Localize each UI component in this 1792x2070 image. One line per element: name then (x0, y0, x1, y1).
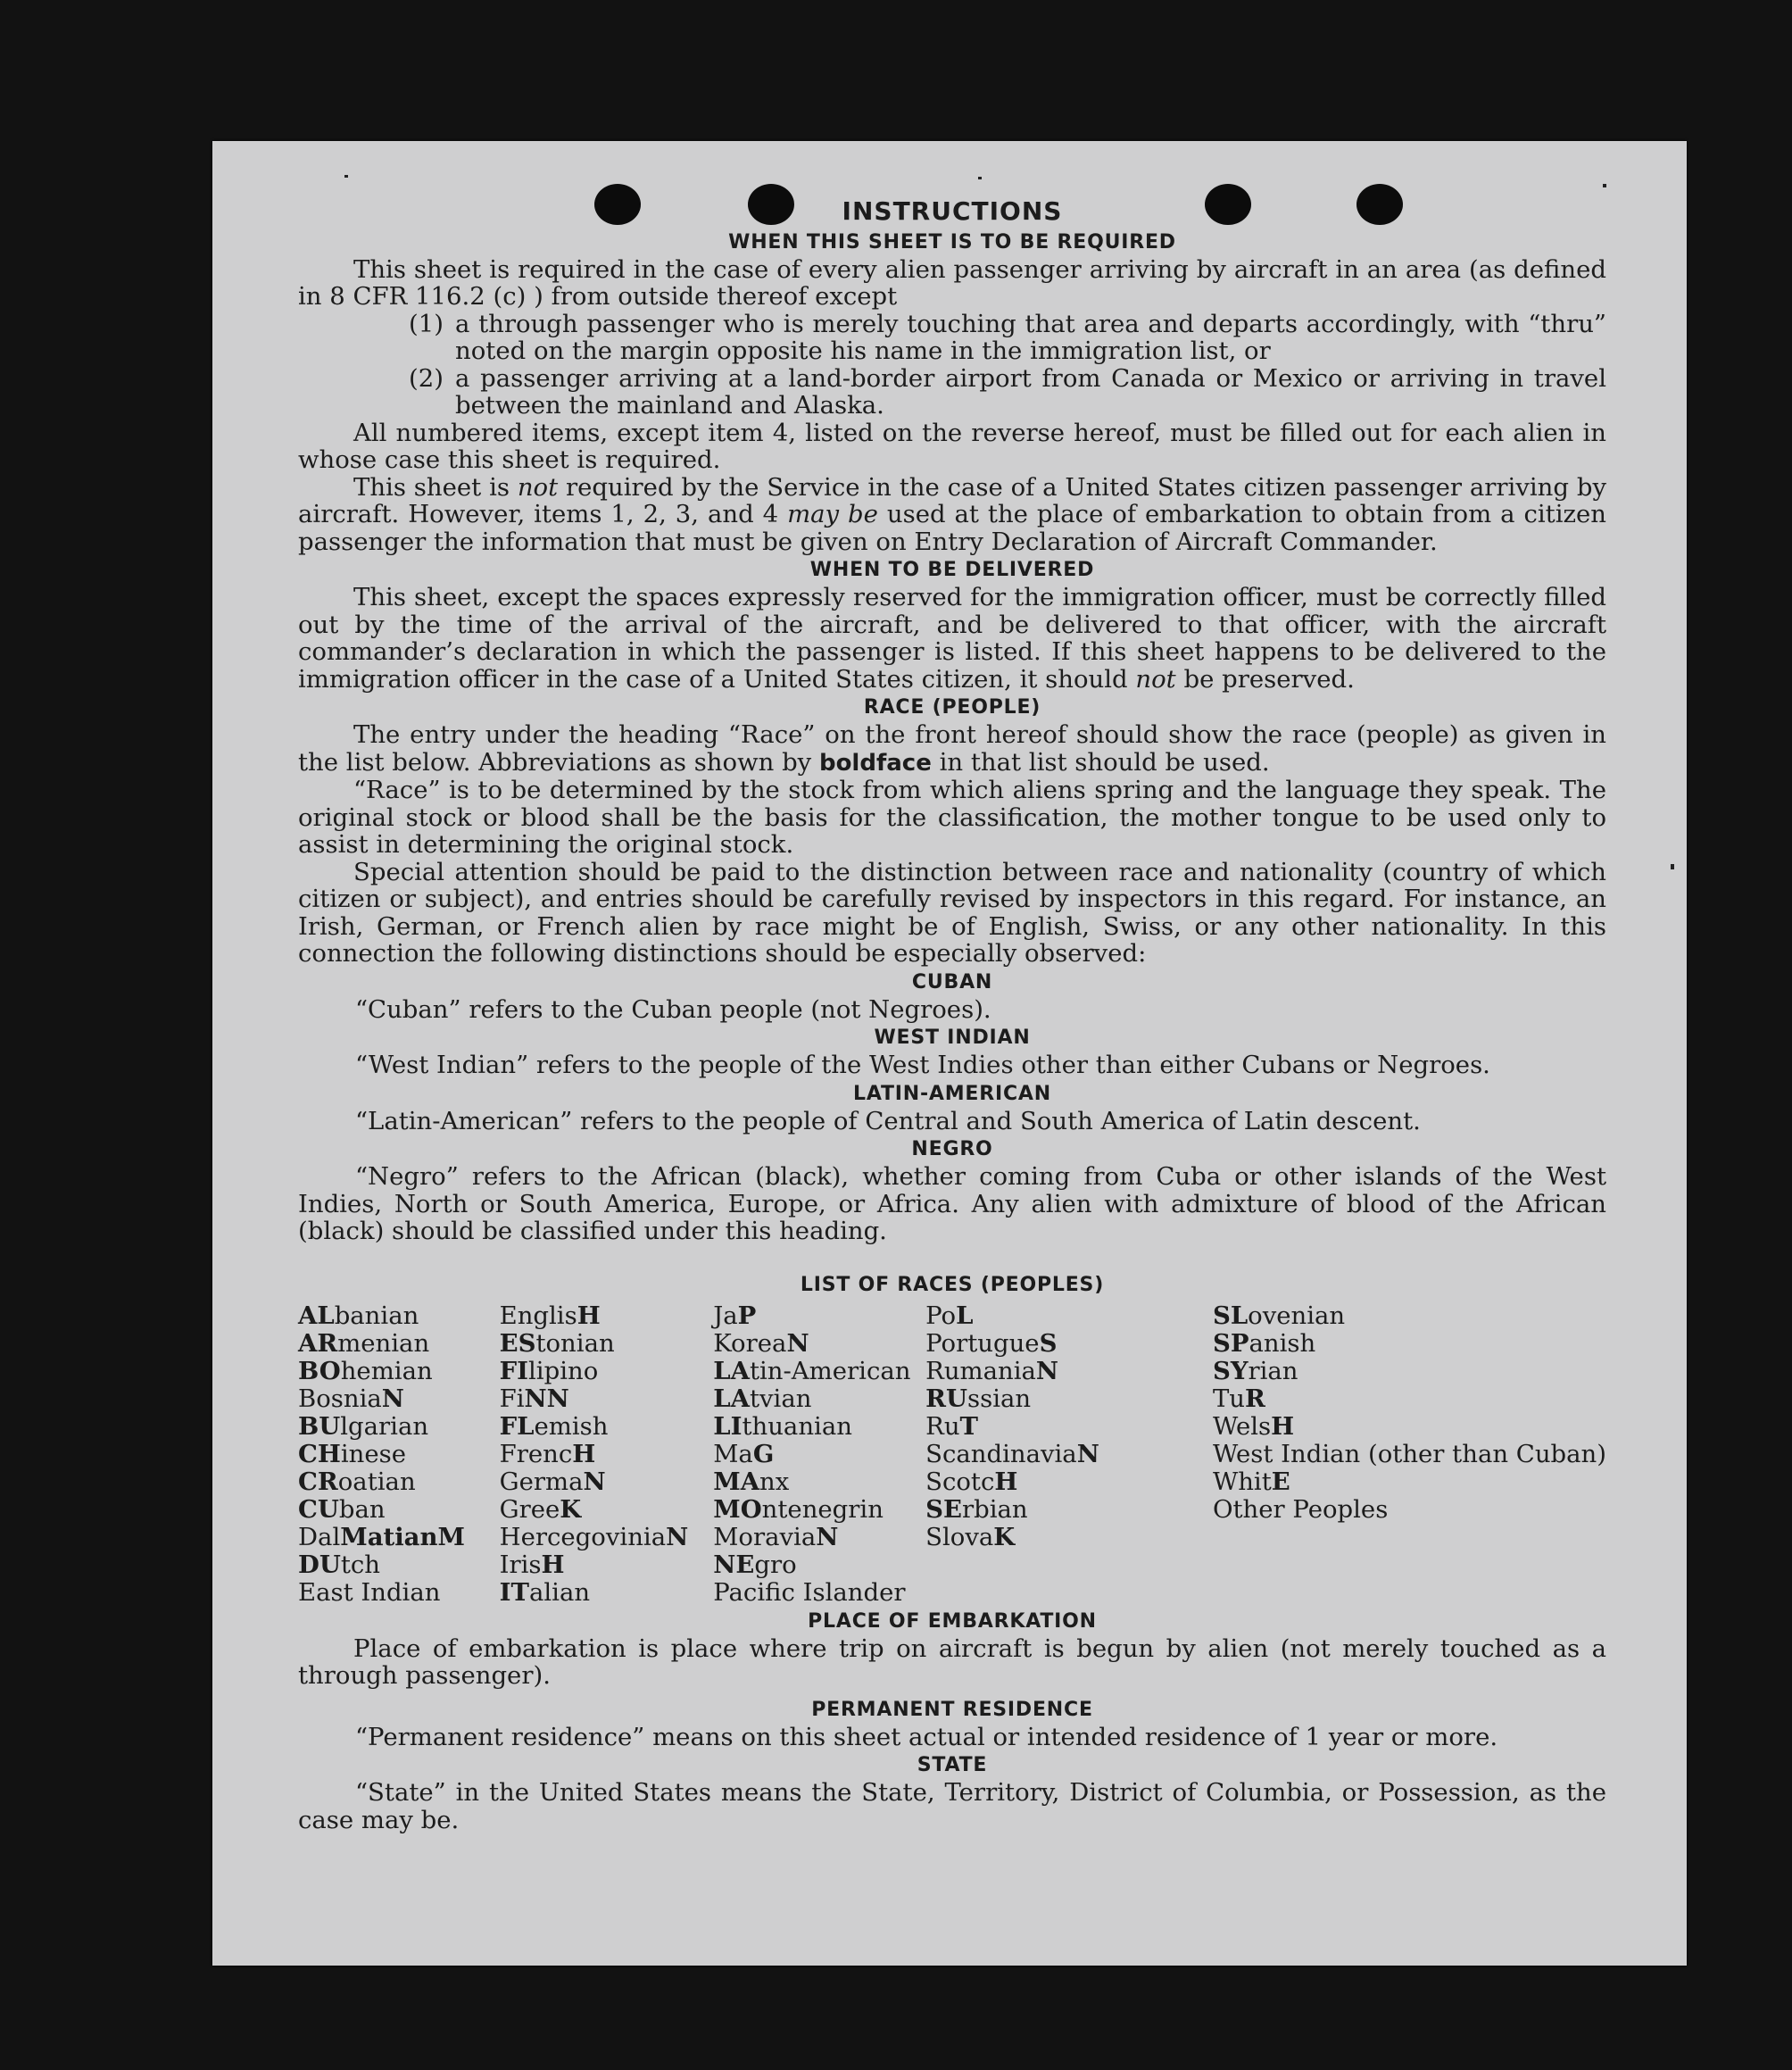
section-heading-embarkation: PLACE OF EMBARKATION (808, 1609, 1097, 1633)
race-entry (500, 1579, 714, 1607)
race-abbreviation: NN (524, 1384, 569, 1413)
text-run: The entry under the heading “Race” on the front hereof should show the race (people) as given in the list below. Abbreviations as shown by (298, 720, 1606, 777)
race-abbreviation: P (737, 1301, 757, 1330)
race-name-text: lgarian (340, 1411, 429, 1441)
race-abbreviation: T (959, 1411, 979, 1441)
race-abbreviation: N (816, 1522, 839, 1551)
section-heading-state: STATE (917, 1754, 988, 1776)
race-name-text: Ja (713, 1301, 738, 1330)
race-abbreviation: H (541, 1550, 565, 1579)
race-abbreviation: K (993, 1522, 1016, 1551)
race-paragraph-2: “Race” is to be determined by the stock from which aliens spring and the language they speak. The original stock or blood shall be the basis for the classification, the mother tongue to be used only to assist in determining the original stock. (298, 776, 1606, 859)
race-name-text: menian (337, 1328, 430, 1358)
race-abbreviation: R (1245, 1384, 1265, 1413)
race-abbreviation: FL (499, 1411, 535, 1441)
exception-item-2-number: (2) (409, 363, 444, 393)
section-heading-delivered: WHEN TO BE DELIVERED (809, 559, 1095, 581)
race-entry (298, 1524, 500, 1551)
cuban-definition: “Cuban” refers to the Cuban people (not Negroes). (355, 994, 991, 1024)
race-entry (298, 1302, 500, 1330)
race-abbreviation: DU (298, 1550, 341, 1579)
exception-item-2 (298, 365, 1606, 420)
race-abbreviation: N (583, 1467, 606, 1496)
race-entry (1213, 1385, 1606, 1413)
race-abbreviation: MatianM (340, 1522, 465, 1551)
section-heading-list-of-races: LIST OF RACES (PEOPLES) (800, 1273, 1105, 1296)
race-name-text: Other Peoples (1212, 1494, 1389, 1524)
race-name-text: tch (340, 1550, 381, 1579)
race-name-text: rian (1248, 1356, 1298, 1385)
race-entry (925, 1330, 1213, 1358)
text-run: required by the Service in the case of a United States citizen passenger arriving by aircraft. However, items 1, 2, 3, and 4 (298, 472, 1606, 528)
race-abbreviation: CU (298, 1494, 339, 1524)
race-entry (713, 1413, 925, 1441)
race-name-text: ban (338, 1494, 386, 1524)
section-heading-required: WHEN THIS SHEET IS TO BE REQUIRED (728, 230, 1176, 254)
race-entry (500, 1358, 714, 1385)
race-entry (925, 1524, 1213, 1551)
race-name-text: Moravia (713, 1522, 817, 1551)
race-name-text: ntenegrin (761, 1494, 884, 1524)
race-abbreviation: AR (298, 1328, 338, 1358)
race-name-text: West Indian (other than Cuban) (1212, 1439, 1606, 1468)
race-abbreviation: CH (298, 1439, 341, 1468)
race-name-text: Whit (1212, 1467, 1272, 1496)
race-entry (298, 1358, 500, 1385)
state-definition: “State” in the United States means the State, Territory, District of Columbia, or Possession, as the case may be. (298, 1778, 1606, 1834)
race-abbreviation: FI (499, 1356, 529, 1385)
race-abbreviation: H (994, 1467, 1018, 1496)
bold-run: boldface (818, 749, 932, 777)
race-name-text: nx (759, 1467, 790, 1496)
race-entry (500, 1441, 714, 1468)
race-name-text: Slova (925, 1522, 994, 1551)
text-run: in that list should be used. (931, 747, 1270, 777)
race-entry (500, 1468, 714, 1496)
race-abbreviation: L (956, 1301, 974, 1330)
race-entry (1213, 1413, 1606, 1441)
race-entry (500, 1551, 714, 1579)
race-name-text: inese (340, 1439, 407, 1468)
race-name-text: rbian (961, 1494, 1028, 1524)
race-entry (500, 1330, 714, 1358)
race-abbreviation: H (1271, 1411, 1295, 1441)
race-entry (298, 1413, 500, 1441)
race-entry (713, 1579, 925, 1607)
race-name-text: banian (334, 1301, 419, 1330)
race-abbreviation: K (560, 1494, 582, 1524)
speck (1603, 184, 1606, 187)
race-abbreviation: N (381, 1384, 404, 1413)
race-name-text: Gree (499, 1494, 560, 1524)
race-entry (298, 1496, 500, 1524)
race-entry (713, 1330, 925, 1358)
race-entry (298, 1330, 500, 1358)
race-entry (925, 1302, 1213, 1330)
sheet-content (298, 198, 1606, 1833)
race-entry (500, 1413, 714, 1441)
delivered-paragraph (298, 584, 1606, 693)
race-name-text: anish (1249, 1328, 1316, 1358)
text-run: be preserved. (1175, 664, 1355, 694)
race-abbreviation: H (572, 1439, 596, 1468)
race-paragraph-3: Special attention should be paid to the distinction between race and nationality (country of which citizen or subject), and entries should be carefully revised by inspectors in this regard. For instance, an Irish, German, or French alien by race might be of English, Swiss, or any other nationality. In this connection the following distinctions should be especially observed: (298, 857, 1606, 968)
required-paragraph-2: All numbered items, except item 4, listed on the reverse hereof, must be filled out for each alien in whose case this sheet is required. (298, 418, 1606, 474)
race-entry (925, 1441, 1213, 1468)
race-entry (1213, 1330, 1606, 1358)
race-name-text: Hercegovinia (499, 1522, 667, 1551)
italic-run: not (517, 472, 559, 502)
race-abbreviation: NE (713, 1550, 755, 1579)
race-entry (713, 1385, 925, 1413)
text-run: used at the place of embarkation to obtain from a citizen passenger the information that must be given on Entry Declaration of Aircraft Commander. (298, 500, 1606, 556)
race-name-text: tvian (749, 1384, 812, 1413)
race-entry (298, 1468, 500, 1496)
race-entry (500, 1496, 714, 1524)
race-name-text: Bosnia (298, 1384, 382, 1413)
race-entry (925, 1496, 1213, 1524)
race-abbreviation: S (1039, 1328, 1058, 1358)
race-name-text: Germa (499, 1467, 584, 1496)
races-column-4 (925, 1302, 1213, 1607)
race-entry (500, 1302, 714, 1330)
race-abbreviation: N (666, 1522, 689, 1551)
exception-item-1-text: a through passenger who is merely touching that area and departs accordingly, with “thru” noted on the margin opposite his name in the immigration list, or (455, 309, 1606, 365)
race-paragraph-1 (298, 721, 1606, 777)
race-abbreviation: ES (499, 1328, 536, 1358)
race-entry (1213, 1441, 1606, 1468)
races-column-1 (298, 1302, 500, 1607)
text-run: This sheet, except the spaces expressly reserved for the immigration officer, must be correctly filled out by the time of the arrival of the aircraft, and be delivered to that officer, with the aircraft commander’s declaration in which the passenger is listed. If this sheet happens to be delivered to the immigration officer in the case of a United States citizen, it should (298, 583, 1606, 694)
race-name-text: Korea (713, 1328, 787, 1358)
text-run: This sheet is (353, 472, 518, 502)
italic-run: not (1135, 664, 1176, 694)
race-name-text: Wels (1212, 1411, 1272, 1441)
race-entry (713, 1496, 925, 1524)
race-name-text: Portugue (925, 1328, 1040, 1358)
race-abbreviation: BO (298, 1356, 341, 1385)
race-name-text: tin-American (749, 1356, 911, 1385)
race-abbreviation: H (577, 1301, 601, 1330)
race-name-text: Englis (499, 1301, 577, 1330)
race-name-text: oatian (337, 1467, 416, 1496)
race-name-text: Iris (499, 1550, 542, 1579)
races-column-2 (500, 1302, 714, 1607)
race-abbreviation: SE (925, 1494, 962, 1524)
race-entry (713, 1441, 925, 1468)
race-entry (1213, 1468, 1606, 1496)
section-heading-west-indian: WEST INDIAN (874, 1027, 1031, 1049)
race-entry (1213, 1302, 1606, 1330)
race-name-text: Po (925, 1301, 957, 1330)
race-abbreviation: LA (713, 1384, 750, 1413)
west-indian-definition: “West Indian” refers to the people of the West Indies other than either Cubans or Negroes. (355, 1051, 1490, 1079)
race-abbreviation: MO (713, 1494, 762, 1524)
race-name-text: Fi (499, 1384, 525, 1413)
race-abbreviation: LA (713, 1356, 750, 1385)
required-paragraph-3 (298, 474, 1606, 556)
race-name-text: hemian (340, 1356, 433, 1385)
race-name-text: ssian (967, 1384, 1032, 1413)
speck (978, 177, 982, 179)
race-abbreviation: LI (713, 1411, 743, 1441)
race-entry (713, 1358, 925, 1385)
race-abbreviation: CR (298, 1467, 338, 1496)
residence-definition: “Permanent residence” means on this sheet actual or intended residence of 1 year or more. (355, 1722, 1498, 1751)
race-entry (925, 1468, 1213, 1496)
race-name-text: alian (528, 1577, 591, 1607)
race-name-text: Dal (298, 1522, 341, 1551)
race-abbreviation: N (1035, 1356, 1059, 1385)
italic-run: may be (787, 500, 878, 528)
race-abbreviation: N (786, 1328, 809, 1358)
race-entry (1213, 1496, 1606, 1524)
race-entry (298, 1579, 500, 1607)
race-name-text: Pacific Islander (713, 1577, 906, 1607)
races-column-5 (1213, 1302, 1606, 1607)
section-heading-race: RACE (PEOPLE) (863, 696, 1041, 719)
races-column-3 (713, 1302, 925, 1607)
race-entry (713, 1302, 925, 1330)
instruction-sheet (212, 141, 1687, 1966)
race-entry (713, 1524, 925, 1551)
exception-item-1 (298, 311, 1606, 365)
race-entry (713, 1468, 925, 1496)
race-abbreviation: SL (1212, 1301, 1249, 1330)
exception-item-1-number: (1) (409, 309, 444, 338)
section-heading-negro: NEGRO (911, 1138, 993, 1160)
race-abbreviation: MA (713, 1467, 760, 1496)
race-abbreviation: IT (499, 1577, 529, 1607)
races-list (298, 1302, 1606, 1607)
section-heading-residence: PERMANENT RESIDENCE (811, 1698, 1093, 1721)
race-entry (925, 1385, 1213, 1413)
race-entry (298, 1385, 500, 1413)
race-abbreviation: SP (1212, 1328, 1249, 1358)
embarkation-definition: Place of embarkation is place where trip on aircraft is begun by alien (not merely touched as a through passenger). (298, 1634, 1606, 1690)
race-entry (713, 1551, 925, 1579)
race-entry (1213, 1358, 1606, 1385)
race-abbreviation: N (1076, 1439, 1099, 1468)
race-name-text: thuanian (742, 1411, 852, 1441)
race-entry (500, 1385, 714, 1413)
race-name-text: Ma (713, 1439, 753, 1468)
race-name-text: Ru (925, 1411, 960, 1441)
speck (344, 175, 348, 178)
race-name-text: Tu (1212, 1384, 1246, 1413)
section-heading-cuban: CUBAN (911, 970, 993, 993)
required-paragraph-1: This sheet is required in the case of every alien passenger arriving by aircraft in an area (as defined in 8 CFR 116.2 (c) ) from outside thereof except (298, 254, 1606, 311)
race-entry (500, 1524, 714, 1551)
race-abbreviation: SY (1212, 1356, 1249, 1385)
race-entry (298, 1441, 500, 1468)
race-abbreviation: E (1271, 1467, 1290, 1496)
latin-american-definition: “Latin-American” refers to the people of Central and South America of Latin descent. (355, 1106, 1421, 1135)
race-name-text: tonian (535, 1328, 615, 1358)
race-abbreviation: G (752, 1439, 775, 1468)
race-name-text: lipino (528, 1356, 599, 1385)
race-entry (925, 1413, 1213, 1441)
race-abbreviation: BU (298, 1411, 341, 1441)
race-entry (298, 1551, 500, 1579)
race-entry (925, 1358, 1213, 1385)
race-abbreviation: AL (298, 1301, 335, 1330)
race-abbreviation: RU (925, 1384, 967, 1413)
race-name-text: ovenian (1248, 1301, 1346, 1330)
exception-item-2-text: a passenger arriving at a land-border airport from Canada or Mexico or arriving in travel between the mainland and Alaska. (455, 363, 1606, 420)
negro-definition: “Negro” refers to the African (black), whether coming from Cuba or other islands of the West Indies, North or South America, Europe, or Africa. Any alien with admixture of blood of the African (black) should be classified under this heading. (298, 1162, 1606, 1245)
race-name-text: Frenc (499, 1439, 573, 1468)
race-name-text: emish (534, 1411, 609, 1441)
speck (1671, 864, 1674, 869)
race-name-text: gro (754, 1550, 797, 1579)
race-name-text: Scotc (925, 1467, 995, 1496)
race-name-text: Scandinavia (925, 1439, 1077, 1468)
race-name-text: Rumania (925, 1356, 1036, 1385)
race-name-text: East Indian (298, 1577, 441, 1607)
section-heading-latin-american: LATIN-AMERICAN (853, 1082, 1051, 1105)
page-title: INSTRUCTIONS (842, 196, 1063, 226)
